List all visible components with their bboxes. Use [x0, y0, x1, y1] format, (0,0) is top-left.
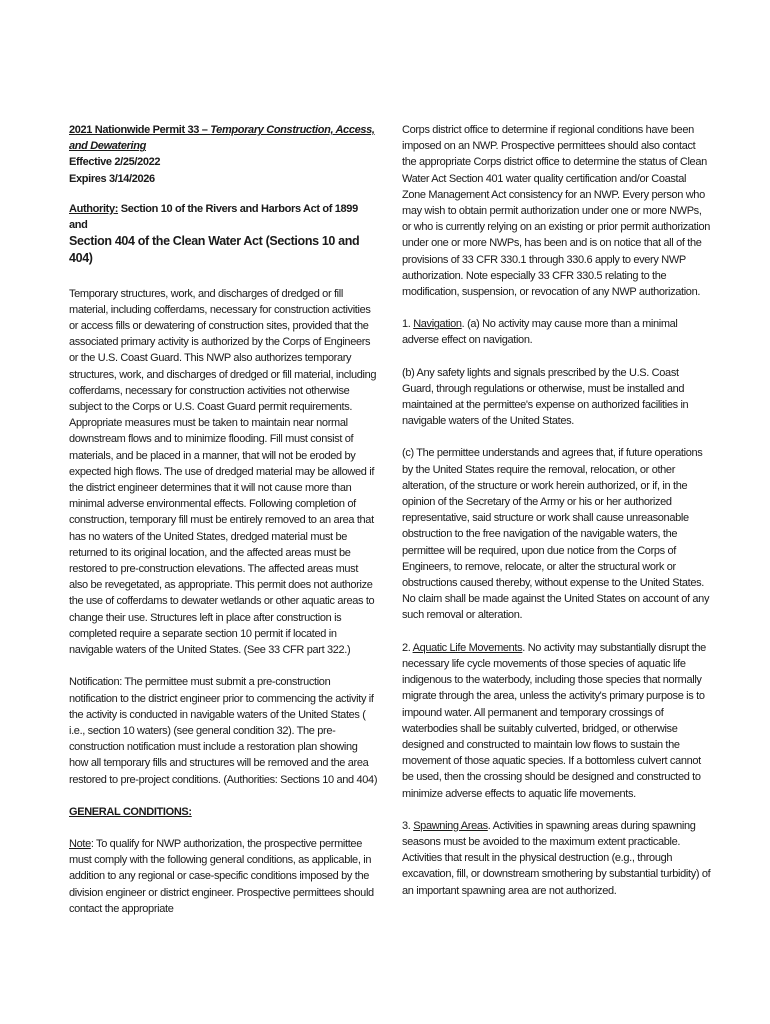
navigation-label: Navigation: [413, 318, 462, 331]
aquatic-text: . No activity may substantially disrupt the necessary life cycle movements of those species of aquatic life indigenous to the waterbody, including those species that normally migrate through the area, unless the activity's primary purpose is to impound water. All permanent and temporary crossings of waterbodies shall be suitably culverted, bridged, or otherwise designed and constructed to maintain low flows to sustain the movement of those aquatic species. If a bottomless culvert cannot be used, then the crossing should be designed and constructed to minimize adverse effects to aquatic life movements.: [402, 641, 706, 800]
spawning-label: Spawning Areas: [413, 819, 488, 832]
note-label: Note: [69, 837, 91, 850]
spawning-areas-condition: [402, 818, 712, 899]
permit-title-prefix: 2021 Nationwide Permit 33 –: [69, 124, 211, 136]
permit-header: [69, 122, 379, 187]
note-text: : To qualify for NWP authorization, the prospective permittee must comply with the following general conditions, as applicable, in addition to any regional or case-specific conditions imposed by the division engineer or district engineer. Prospective permittees should contact the appropriate: [69, 837, 374, 915]
permit-description: Temporary structures, work, and discharges of dredged or fill material, including cofferdams, necessary for construction activities or access fills or dewatering of construction sites, provided that the associated primary activity is authorized by the Corps of Engineers or the U.S. Coast Guard. This NWP also authorizes temporary structures, work, and discharges of dredged or fill material, including cofferdams, necessary for construction activities not otherwise subject to the Corps or U.S. Coast Guard permit requirements. Appropriate measures must be taken to maintain near normal downstream flows and to minimize flooding. Fill must consist of materials, and be placed in a manner, that will not be eroded by expected high flows. The use of dredged material may be allowed if the district engineer determines that it will not cause more than minimal adverse environmental effects. Following completion of construction, temporary fill must be entirely removed to an area that has no waters of the United States, dredged material must be returned to its original location, and the affected areas must be restored to pre-construction elevations. The affected areas must also be revegetated, as appropriate. This permit does not authorize the use of cofferdams to dewater wetlands or other aquatic areas to change their use. Structures left in place after construction is completed require a separate section 10 permit if located in navigable waters of the United States. (See 33 CFR part 322.): [69, 287, 377, 657]
note-paragraph: [69, 836, 379, 917]
right-column: [402, 122, 712, 915]
navigation-condition-a: [402, 316, 712, 348]
authority-text-1: Section 10 of the Rivers and Harbors Act of 1899 and: [69, 202, 358, 232]
authority-text-2: Section 404 of the Clean Water Act (Sections 10 and 404): [69, 234, 360, 266]
navigation-condition-c: (c) The permittee understands and agrees that, if future operations by the United States require the removal, relocation, or other alteration, of the structure or work herein authorized, or if, in the opinion of the Secretary of the Army or his or her authorized representative, said structure or work shall cause unreasonable obstruction to the free navigation of the navigable waters, the permittee will be required, upon due notice from the Corps of Engineers, to remove, relocate, or alter the structural work or obstructions caused thereby, without expense to the United States. No claim shall be made against the United States on account of any such removal or alteration.: [402, 447, 710, 622]
general-conditions-heading: GENERAL CONDITIONS:: [69, 805, 192, 818]
navigation-number: 1.: [402, 318, 414, 331]
aquatic-life-condition: [402, 640, 712, 802]
permit-title: [69, 122, 379, 154]
navigation-a-text: . (a) No activity may cause more than a minimal adverse effect on navigation.: [402, 318, 678, 347]
navigation-condition-b: (b) Any safety lights and signals prescribed by the U.S. Coast Guard, through regulations or otherwise, must be installed and maintained at the permittee's expense on authorized facilities in navigable waters of the United States.: [402, 366, 689, 428]
permit-title-italic: Temporary Construction, Access, and Dewatering: [69, 124, 375, 153]
spawning-text: . Activities in spawning areas during spawning seasons must be avoided to the maximum extent practicable. Activities that result in the physical destruction (e.g., through excavation, fill, or downstream smothering by substantial turbidity) of an important spawning area are not authorized.: [402, 819, 711, 897]
expiry-date: Expires 3/14/2026: [69, 172, 155, 185]
left-column: [69, 122, 379, 933]
corps-paragraph: Corps district office to determine if regional conditions have been imposed on an NWP. Prospective permittees should also contact the appropriate Corps district office to determine the status of Clean Water Act Section 401 water quality certification and/or Coastal Zone Management Act consistency for an NWP. Every person who may wish to obtain permit authorization under one or more NWPs, or who is currently relying on an existing or prior permit authorization under one or more NWPs, has been and is on notice that all of the provisions of 33 CFR 330.1 through 330.6 apply to every NWP authorization. Note especially 33 CFR 330.5 relating to the modification, suspension, or revocation of any NWP authorization.: [402, 124, 711, 299]
effective-date: Effective 2/25/2022: [69, 156, 161, 169]
authority-label: Authority:: [69, 202, 119, 215]
aquatic-number: 2.: [402, 641, 413, 654]
notification-paragraph: Notification: The permittee must submit a pre-construction notification to the district engineer prior to commencing the activity if the activity is conducted in navigable waters of the United States ( i.e., section 10 waters) (see general condition 32). The pre-construction notification must include a restoration plan showing how all temporary fills and structures will be removed and the area restored to pre-project conditions. (Authorities: Sections 10 and 404): [69, 676, 378, 786]
authority: [69, 201, 379, 268]
aquatic-label: Aquatic Life Movements: [412, 641, 523, 654]
spawning-number: 3.: [402, 819, 414, 832]
